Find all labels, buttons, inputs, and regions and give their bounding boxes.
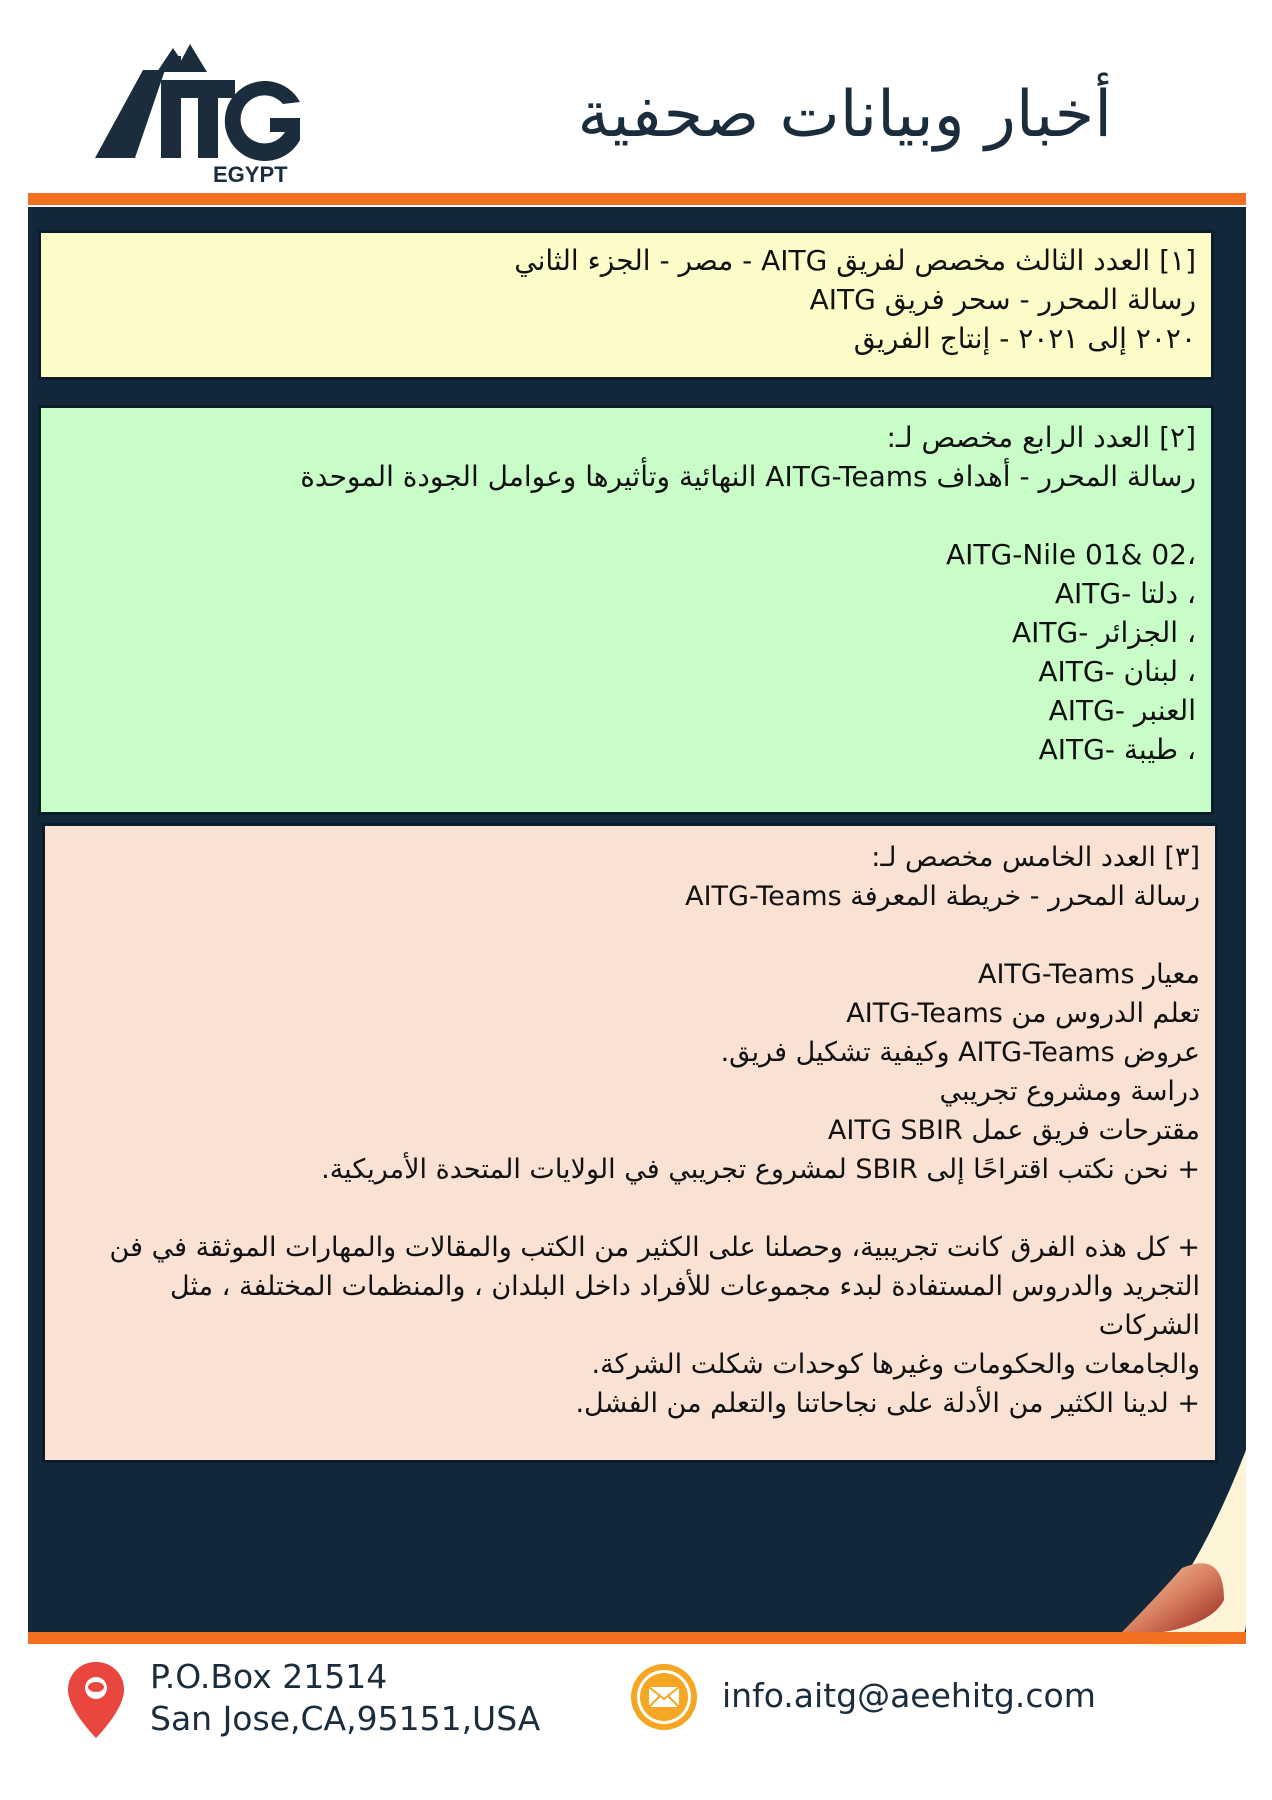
issue-5-line: معيار AITG-Teams <box>977 959 1200 990</box>
aitg-logo <box>95 30 305 190</box>
issue-4-blank <box>61 496 1196 535</box>
issue-5-line: + كل هذه الفرق كانت تجريبية، وحصلنا على الكثير من الكتب والمقالات والمهارات الموثقة في فن <box>109 1232 1200 1263</box>
issue-5-line: دراسة ومشروع تجريبي <box>939 1076 1200 1107</box>
issue-5-line: + لدينا الكثير من الأدلة على نجاحاتنا والتعلم من الفشل. <box>575 1388 1200 1419</box>
issue-4-line: رسالة المحرر - أهداف AITG-Teams النهائية وتأثيرها وعوامل الجودة الموحدة <box>300 460 1196 493</box>
logo-subtext: EGYPT <box>213 162 288 187</box>
issue-4-line: AITG- دلتا ، <box>1054 577 1196 610</box>
issue-5-line: التجريد والدروس المستفادة لبدء مجموعات للأفراد داخل البلدان ، والمنظمات المختلفة ، مثل الشركات <box>161 1271 1200 1341</box>
issue-5-line: [٣] العدد الخامس مخصص لـ: <box>871 842 1200 873</box>
issue-4-box <box>38 405 1214 815</box>
footer-address <box>150 1656 540 1740</box>
issue-4-line: AITG- لبنان ، <box>1038 655 1196 688</box>
issue-5-box <box>42 823 1218 1463</box>
issue-4-line: AITG-Nile 01& 02، <box>946 538 1196 571</box>
issue-3-line: [١] العدد الثالث مخصص لفريق AITG - مصر - الجزء الثاني <box>514 244 1196 277</box>
issue-4-line: AITG- طيبة ، <box>1038 733 1196 766</box>
issue-4-line: [٢] العدد الرابع مخصص لـ: <box>886 421 1196 454</box>
issue-3-box <box>38 230 1214 380</box>
issue-5-line: مقترحات فريق عمل AITG SBIR <box>827 1115 1200 1146</box>
top-divider <box>28 193 1246 205</box>
footer-email[interactable]: info.aitg@aeehitg.com <box>722 1676 1096 1715</box>
issue-5-line: عروض AITG-Teams وكيفية تشكيل فريق. <box>720 1037 1200 1068</box>
issue-3-line: رسالة المحرر - سحر فريق AITG <box>809 283 1196 316</box>
issue-5-line: والجامعات والحكومات وغيرها كوحدات شكلت الشركة. <box>591 1349 1200 1380</box>
page-title: أخبار وبيانات صحفية <box>577 78 1112 152</box>
issue-5-blank <box>85 1189 1200 1228</box>
bottom-divider <box>28 1632 1246 1644</box>
issue-4-line: AITG- العنبر <box>1048 694 1196 727</box>
issue-3-line: ٢٠٢٠ إلى ٢٠٢١ - إنتاج الفريق <box>853 322 1196 355</box>
issue-5-blank <box>85 916 1200 955</box>
address-line-1: P.O.Box 21514 <box>150 1657 388 1696</box>
issue-5-line: رسالة المحرر - خريطة المعرفة AITG-Teams <box>685 881 1200 912</box>
page-curl-decoration <box>1094 1450 1254 1650</box>
issue-5-line: تعلم الدروس من AITG-Teams <box>846 998 1200 1029</box>
issue-5-line: + نحن نكتب اقتراحًا إلى SBIR لمشروع تجريبي في الولايات المتحدة الأمريكية. <box>321 1154 1200 1185</box>
issue-4-line: AITG- الجزائر ، <box>1011 616 1196 649</box>
location-pin-icon <box>66 1660 126 1740</box>
address-line-2: San Jose,CA,95151,USA <box>150 1699 541 1738</box>
mail-icon <box>629 1662 699 1732</box>
